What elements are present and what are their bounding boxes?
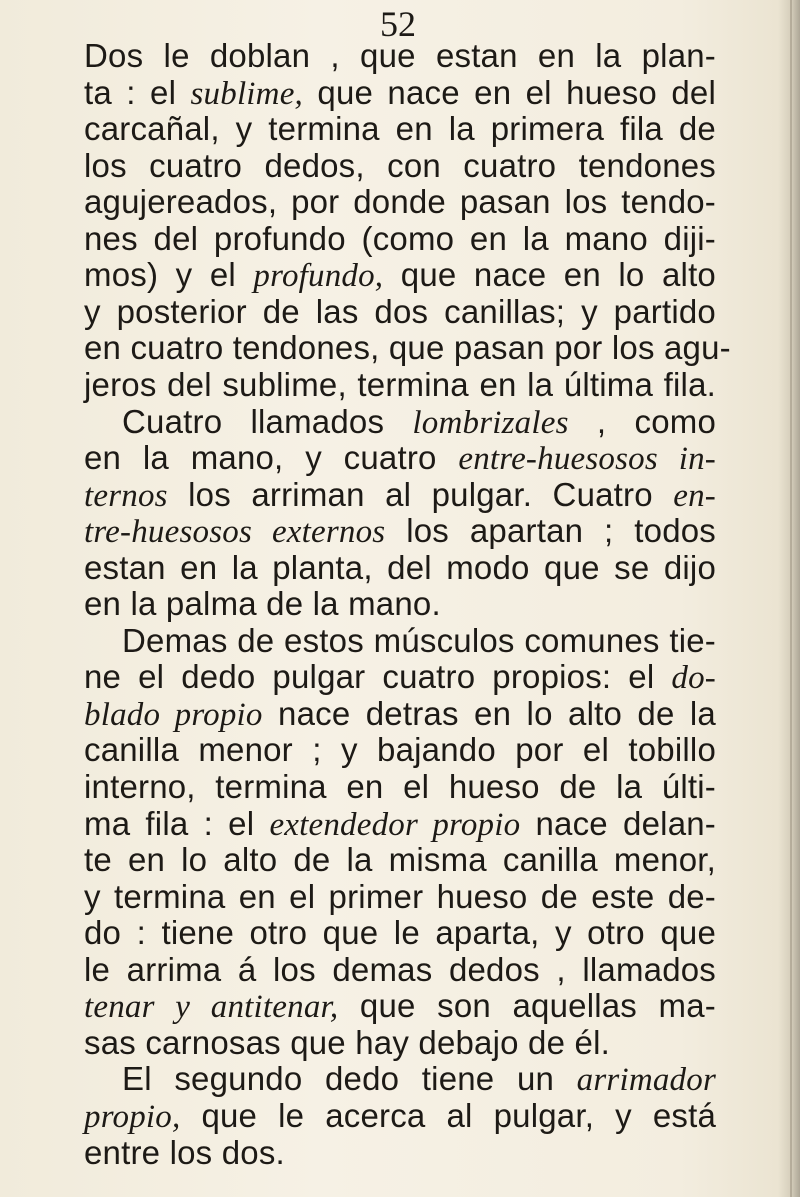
italic-term: entre-huesosos in-	[458, 441, 716, 477]
text-run: estan en la planta, del modo que se dijo	[84, 548, 716, 586]
text-line	[84, 1133, 285, 1173]
text-run: en la mano, y cuatro	[84, 439, 459, 476]
text-line	[84, 730, 716, 770]
text-run: interno, termina en el hueso de la últi-	[84, 768, 716, 805]
text-run: y termina en el primer hueso de este de-	[84, 877, 716, 915]
text-line	[84, 182, 716, 222]
text-line	[84, 584, 441, 624]
text-run: jeros del sublime, termina en la última fila.	[84, 365, 716, 403]
text-run: ta : el	[84, 73, 191, 111]
text-line	[84, 438, 716, 478]
italic-term: extendedor propio	[269, 806, 521, 843]
text-line	[84, 913, 716, 953]
text-run: y posterior de las dos canillas; y partido	[84, 292, 716, 330]
text-run: , como	[568, 402, 716, 440]
text-run: sas carnosas que hay debajo de él.	[84, 1023, 610, 1061]
italic-term: tre-huesosos externos	[84, 514, 386, 551]
text-line	[84, 328, 731, 368]
text-line	[84, 986, 716, 1026]
text-run: agujereados, por donde pasan los tendo-	[84, 183, 716, 221]
italic-term: do-	[671, 660, 716, 697]
text-line	[84, 657, 716, 697]
text-run: que le acerca al pulgar, y está	[180, 1096, 716, 1134]
text-line	[84, 877, 716, 917]
text-line	[84, 255, 716, 295]
text-run: los cuatro dedos, con cuatro tendones	[84, 146, 716, 184]
text-line	[84, 109, 716, 149]
text-line	[122, 402, 716, 442]
italic-term: ternos	[84, 477, 168, 514]
text-line	[84, 767, 716, 807]
text-run: ma fila : el	[84, 804, 270, 842]
text-run: le arrima á los demas dedos , llamados	[84, 950, 716, 988]
text-run: que nace en el hueso del	[303, 73, 716, 111]
italic-term: tenar y antitenar,	[84, 989, 339, 1026]
text-line	[84, 292, 716, 332]
text-line	[84, 840, 716, 880]
text-run: los arriman al pulgar. Cuatro	[167, 475, 674, 513]
text-line	[84, 1023, 610, 1063]
text-run: que nace en lo alto	[383, 256, 716, 294]
text-line	[84, 475, 716, 515]
italic-term: profundo,	[253, 258, 384, 295]
italic-term: blado propio	[84, 696, 263, 733]
text-line	[84, 804, 716, 844]
text-line	[84, 950, 716, 990]
text-line	[84, 694, 716, 734]
page-edge	[790, 0, 792, 1197]
text-line	[84, 219, 716, 259]
text-run: nace detras en lo alto de la	[262, 694, 716, 732]
text-run: Cuatro llamados	[122, 402, 413, 440]
text-run: El segundo dedo tiene un	[122, 1060, 577, 1098]
page-number: 52	[380, 4, 416, 44]
text-line	[84, 146, 716, 186]
italic-term: lombrizales	[412, 404, 569, 441]
text-run: en cuatro tendones, que pasan por los agu-	[84, 329, 731, 367]
text-line	[122, 1059, 716, 1099]
text-run: Demas de estos músculos comunes tie-	[122, 621, 716, 659]
italic-term: propio,	[84, 1098, 181, 1135]
text-run: canilla menor ; y bajando por el tobillo	[84, 731, 716, 769]
text-line	[84, 1096, 716, 1136]
italic-term: en-	[673, 477, 716, 514]
text-run: que son aquellas ma-	[338, 987, 716, 1025]
text-run: nace delan-	[520, 804, 716, 842]
italic-term: sublime,	[190, 75, 304, 112]
text-run: mos) y el	[84, 256, 254, 294]
text-run: entre los dos.	[84, 1133, 285, 1171]
text-line	[84, 365, 716, 405]
text-line	[84, 548, 716, 588]
text-run: los apartan ; todos	[385, 512, 716, 550]
text-run: nes del profundo (como en la mano diji-	[84, 219, 716, 257]
text-run: te en lo alto de la misma canilla menor,	[84, 841, 716, 879]
text-run: ne el dedo pulgar cuatro propios: el	[84, 658, 672, 696]
text-line	[84, 36, 716, 76]
text-run: do : tiene otro que le aparta, y otro que	[84, 914, 716, 952]
text-run: carcañal, y termina en la primera fila de	[84, 110, 716, 148]
italic-term: arrimador	[576, 1062, 716, 1099]
page-spine-shadow	[778, 0, 800, 1197]
text-run: en la palma de la mano.	[84, 585, 441, 623]
text-run: Dos le doblan , que estan en la plan-	[84, 37, 716, 74]
text-line	[122, 621, 716, 661]
text-line	[84, 73, 716, 113]
text-line	[84, 511, 716, 551]
